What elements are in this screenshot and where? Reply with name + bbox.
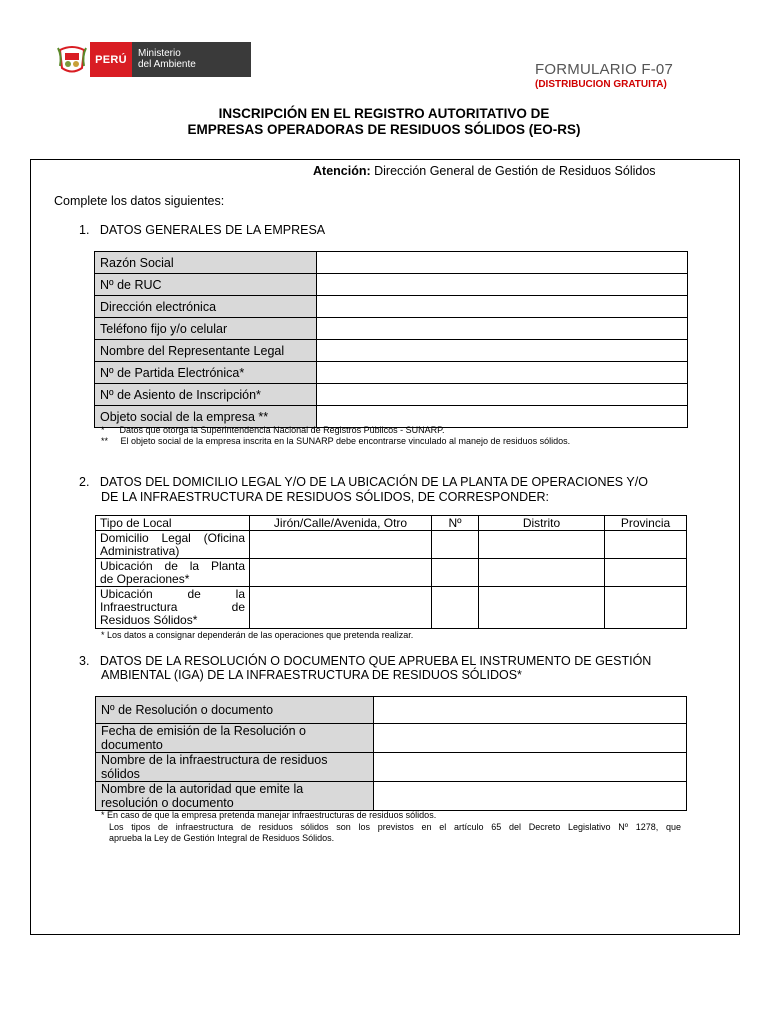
section1-note1: * Datos que otorga la Superintendencia Nacional de Registros Públicos - SUNARP. [101, 425, 445, 435]
field-label: Nombre del Representante Legal [95, 340, 317, 362]
column-header: Jirón/Calle/Avenida, Otro [250, 516, 432, 531]
section3-heading-line1: 3. DATOS DE LA RESOLUCIÓN O DOCUMENTO QUE APRUEBA EL INSTRUMENTO DE GESTIÓN [79, 654, 652, 668]
row-label: Ubicación de la Planta de Operaciones* [96, 559, 250, 587]
street-field[interactable] [250, 587, 432, 629]
section2-heading-line1: 2. DATOS DEL DOMICILIO LEGAL Y/O DE LA UBICACIÓN DE LA PLANTA DE OPERACIONES Y/O [79, 475, 648, 489]
logo-country: PERÚ [90, 42, 132, 77]
company-data-table [94, 251, 688, 428]
section1-heading: 1. DATOS GENERALES DE LA EMPRESA [79, 223, 326, 237]
logo-ministry: Ministerio del Ambiente [132, 42, 251, 77]
field-label: Nº de Asiento de Inscripción* [95, 384, 317, 406]
row-label: Ubicación de la Infraestructura de Residuos Sólidos* [96, 587, 250, 629]
title-line2: EMPRESAS OPERADORAS DE RESIDUOS SÓLIDOS (EO-RS) [187, 122, 581, 137]
row-label: Domicilio Legal (Oficina Administrativa) [96, 531, 250, 559]
coat-of-arms-icon [54, 42, 90, 77]
province-field[interactable] [605, 559, 687, 587]
district-field[interactable] [479, 587, 605, 629]
section3-note-line1: * En caso de que la empresa pretenda manejar infraestructuras de residuos sólidos. [101, 810, 437, 820]
resolution-table [95, 696, 687, 811]
field-label: Teléfono fijo y/o celular [95, 318, 317, 340]
section3-note-line3: aprueba la Ley de Gestión Integral de Residuos Sólidos. [109, 833, 335, 843]
form-distribution-note: (DISTRIBUCION GRATUITA) [535, 79, 667, 90]
resolution-number-field[interactable] [374, 697, 687, 724]
section3-note-line2: Los tipos de infraestructura de residuos sólidos son los previstos en el artículo 65 del Decreto Legislativo Nº 1278, que [109, 822, 681, 832]
issue-date-field[interactable] [374, 724, 687, 753]
email-field[interactable] [317, 296, 688, 318]
column-header: Distrito [479, 516, 605, 531]
field-label: Nº de RUC [95, 274, 317, 296]
field-label: Objeto social de la empresa ** [95, 406, 317, 428]
field-label: Nombre de la autoridad que emite la resolución o documento [96, 782, 374, 811]
infrastructure-name-field[interactable] [374, 753, 687, 782]
section3-heading-line2: AMBIENTAL (IGA) DE LA INFRAESTRUCTURA DE RESIDUOS SÓLIDOS* [101, 668, 522, 682]
ministry-logo [54, 42, 251, 77]
field-label: Nombre de la infraestructura de residuos sólidos [96, 753, 374, 782]
intro-text: Complete los datos siguientes: [54, 194, 225, 208]
number-field[interactable] [432, 559, 479, 587]
column-header: Nº [432, 516, 479, 531]
field-label: Nº de Resolución o documento [96, 697, 374, 724]
street-field[interactable] [250, 559, 432, 587]
section1-note2: ** El objeto social de la empresa inscrita en la SUNARP debe encontrarse vinculado al manejo de residuos sólidos. [101, 436, 571, 446]
ruc-field[interactable] [317, 274, 688, 296]
legal-rep-field[interactable] [317, 340, 688, 362]
razon-social-field[interactable] [317, 252, 688, 274]
number-field[interactable] [432, 531, 479, 559]
number-field[interactable] [432, 587, 479, 629]
section2-note: * Los datos a consignar dependerán de las operaciones que pretenda realizar. [101, 630, 414, 640]
phone-field[interactable] [317, 318, 688, 340]
location-table [95, 515, 687, 629]
field-label: Dirección electrónica [95, 296, 317, 318]
district-field[interactable] [479, 531, 605, 559]
street-field[interactable] [250, 531, 432, 559]
province-field[interactable] [605, 531, 687, 559]
asiento-field[interactable] [317, 384, 688, 406]
partida-field[interactable] [317, 362, 688, 384]
province-field[interactable] [605, 587, 687, 629]
column-header: Provincia [605, 516, 687, 531]
district-field[interactable] [479, 559, 605, 587]
column-header: Tipo de Local [96, 516, 250, 531]
attention-line: Atención: Dirección General de Gestión de Residuos Sólidos [313, 164, 656, 178]
title-line1: INSCRIPCIÓN EN EL REGISTRO AUTORITATIVO DE [218, 106, 550, 121]
form-code: FORMULARIO F-07 [535, 61, 674, 78]
section2-heading-line2: DE LA INFRAESTRUCTURA DE RESIDUOS SÓLIDOS, DE CORRESPONDER: [101, 490, 549, 504]
field-label: Fecha de emisión de la Resolución o documento [96, 724, 374, 753]
authority-name-field[interactable] [374, 782, 687, 811]
field-label: Razón Social [95, 252, 317, 274]
field-label: Nº de Partida Electrónica* [95, 362, 317, 384]
